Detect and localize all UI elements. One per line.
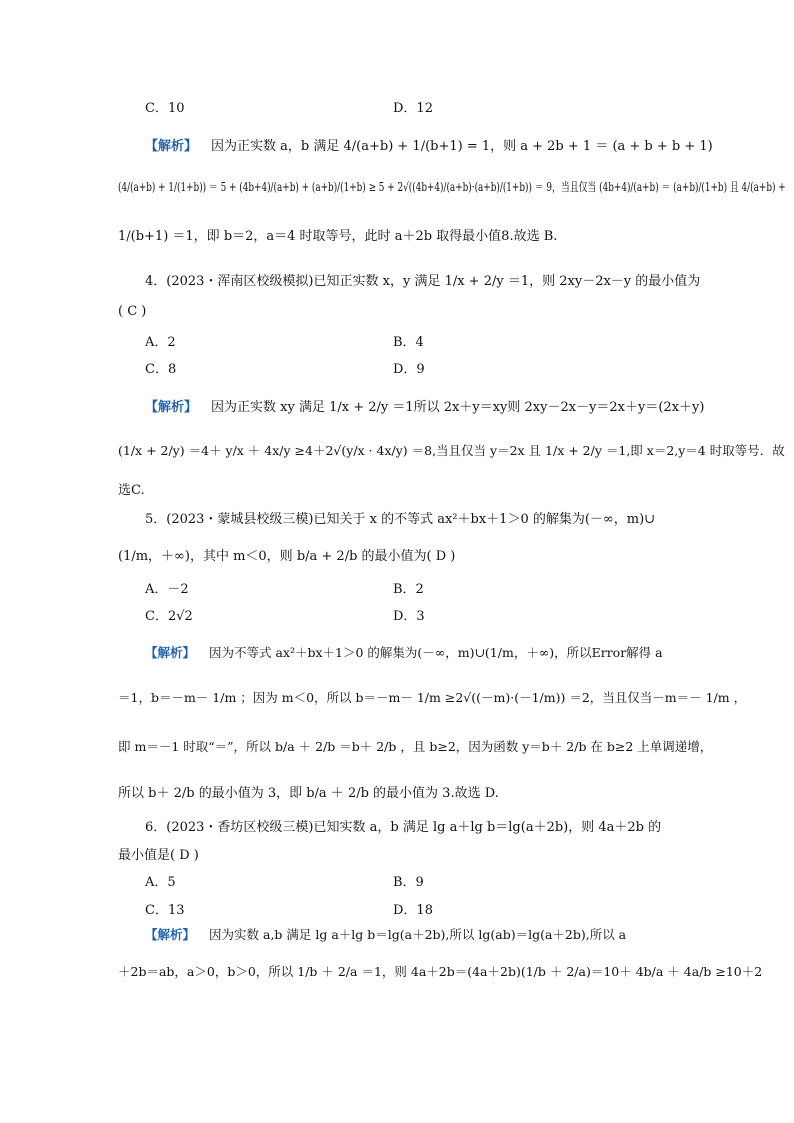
- question-5-stem-2: (1/m，＋∞)，其中 m＜0，则 b/a + 2/b 的最小值为( D ): [118, 549, 456, 564]
- q4-option-a: A．2: [145, 335, 176, 350]
- q6-analysis-text1: 因为实数 a,b 满足 lg a＋lg b＝lg(a＋2b),所以 lg(ab)＝lg(a＋2b),所以 a: [209, 927, 627, 942]
- analysis-q3-text1: 因为正实数 a，b 满足: [211, 139, 340, 154]
- analysis-q3-line2: (4/(a+b) + 1/(1+b)) ＝ 5 + (4b+4)/(a+b) + (a+b)/(1+b) ≥ 5 + 2√((4b+4)/(a+b)·(a+b)/(1+b)) ＝ 9，当且仅当 (4b+4)/(a+b) ＝ (a+b)/(1+b) 且 4/(a+b) +: [118, 180, 786, 194]
- question-4-answer: ( C ): [118, 304, 147, 319]
- q5-analysis-line1: [145, 643, 663, 661]
- question-6-stem: 6．(2023・香坊区校级三模)已知实数 a，b 满足 lg a＋lg b＝lg(a＋2b)，则 4a＋2b 的: [145, 820, 662, 835]
- analysis-tag: 【解析】: [145, 400, 198, 415]
- analysis-tag: 【解析】: [145, 139, 198, 154]
- q6-analysis-line2: ＋2b＝ab，a＞0，b＞0，所以 1/b ＋ 2/a ＝1，则 4a＋2b＝(4a＋2b)(1/b ＋ 2/a)＝10＋ 4b/a ＋ 4a/b ≥10＋2: [118, 964, 763, 979]
- q4-analysis-line2: (1/x + 2/y) ＝4＋ y/x ＋ 4x/y ≥4＋2√(y/x · 4x/y) ＝8,当且仅当 y＝2x 且 1/x + 2/y ＝1,即 x＝2,y＝4 时取等号．故: [118, 443, 785, 458]
- question-5-stem: 5．(2023・蒙城县校级三模)已知关于 x 的不等式 ax²＋bx＋1＞0 的解集为(－∞，m)∪: [145, 512, 656, 527]
- q6-option-c: C．13: [145, 903, 185, 918]
- q6-option-b: B．9: [393, 875, 424, 890]
- q6-option-a: A．5: [145, 875, 176, 890]
- option-c-top: C．10: [145, 101, 185, 116]
- q5-analysis-line3: 即 m＝－1 时取“＝”，所以 b/a ＋ 2/b ＝b＋ 2/b ，且 b≥2，因为函数 y＝b＋ 2/b 在 b≥2 上单调递增，: [118, 739, 713, 754]
- analysis-tag: 【解析】: [145, 645, 196, 660]
- analysis-q3-line1: [145, 135, 713, 154]
- q5-option-a: A．－2: [145, 582, 189, 597]
- q6-option-d: D．18: [393, 903, 433, 918]
- q4-option-d: D．9: [393, 362, 425, 377]
- question-6-stem-2: 最小值是( D ): [118, 848, 199, 863]
- q5-option-c: C．2√2: [145, 609, 193, 624]
- q4-analysis-line1: [145, 396, 704, 415]
- analysis-tag: 【解析】: [145, 927, 196, 942]
- analysis-q3-line3: 1/(b+1) ＝1，即 b＝2，a＝4 时取等号，此时 a＋2b 取得最小值8.故选 B.: [118, 229, 558, 244]
- q4-option-c: C．8: [145, 362, 177, 377]
- q5-analysis-line4: 所以 b＋ 2/b 的最小值为 3，即 b/a ＋ 2/b 的最小值为 3.故选 D.: [118, 786, 499, 801]
- analysis-q3-text1-cont: 4/(a+b) + 1/(b+1) = 1，则 a + 2b + 1 ＝ (a + b + b + 1): [343, 139, 713, 154]
- q5-analysis-line2: ＝1，b＝－m－ 1/m ；因为 m＜0，所以 b＝－m－ 1/m ≥2√((－m)·(－1/m)) ＝2，当且仅当－m＝－ 1/m ，: [118, 690, 747, 705]
- q5-analysis-text1: 因为不等式 ax²＋bx＋1＞0 的解集为(－∞，m)∪(1/m，＋∞)，所以Error解得 a: [209, 645, 663, 660]
- q5-option-b: B．2: [393, 582, 424, 597]
- q5-option-d: D．3: [393, 609, 425, 624]
- question-4-stem: 4．(2023・浑南区校级模拟)已知正实数 x，y 满足 1/x + 2/y ＝1，则 2xy－2x－y 的最小值为: [145, 274, 701, 289]
- q4-analysis-line3: 选C.: [118, 483, 145, 498]
- q4-analysis-text1: 因为正实数 xy 满足 1/x + 2/y ＝1所以 2x＋y＝xy则 2xy－2x－y＝2x＋y＝(2x＋y): [211, 400, 705, 415]
- q6-analysis-line1: [145, 925, 626, 943]
- option-d-top: D．12: [393, 101, 433, 116]
- q4-option-b: B．4: [393, 335, 424, 350]
